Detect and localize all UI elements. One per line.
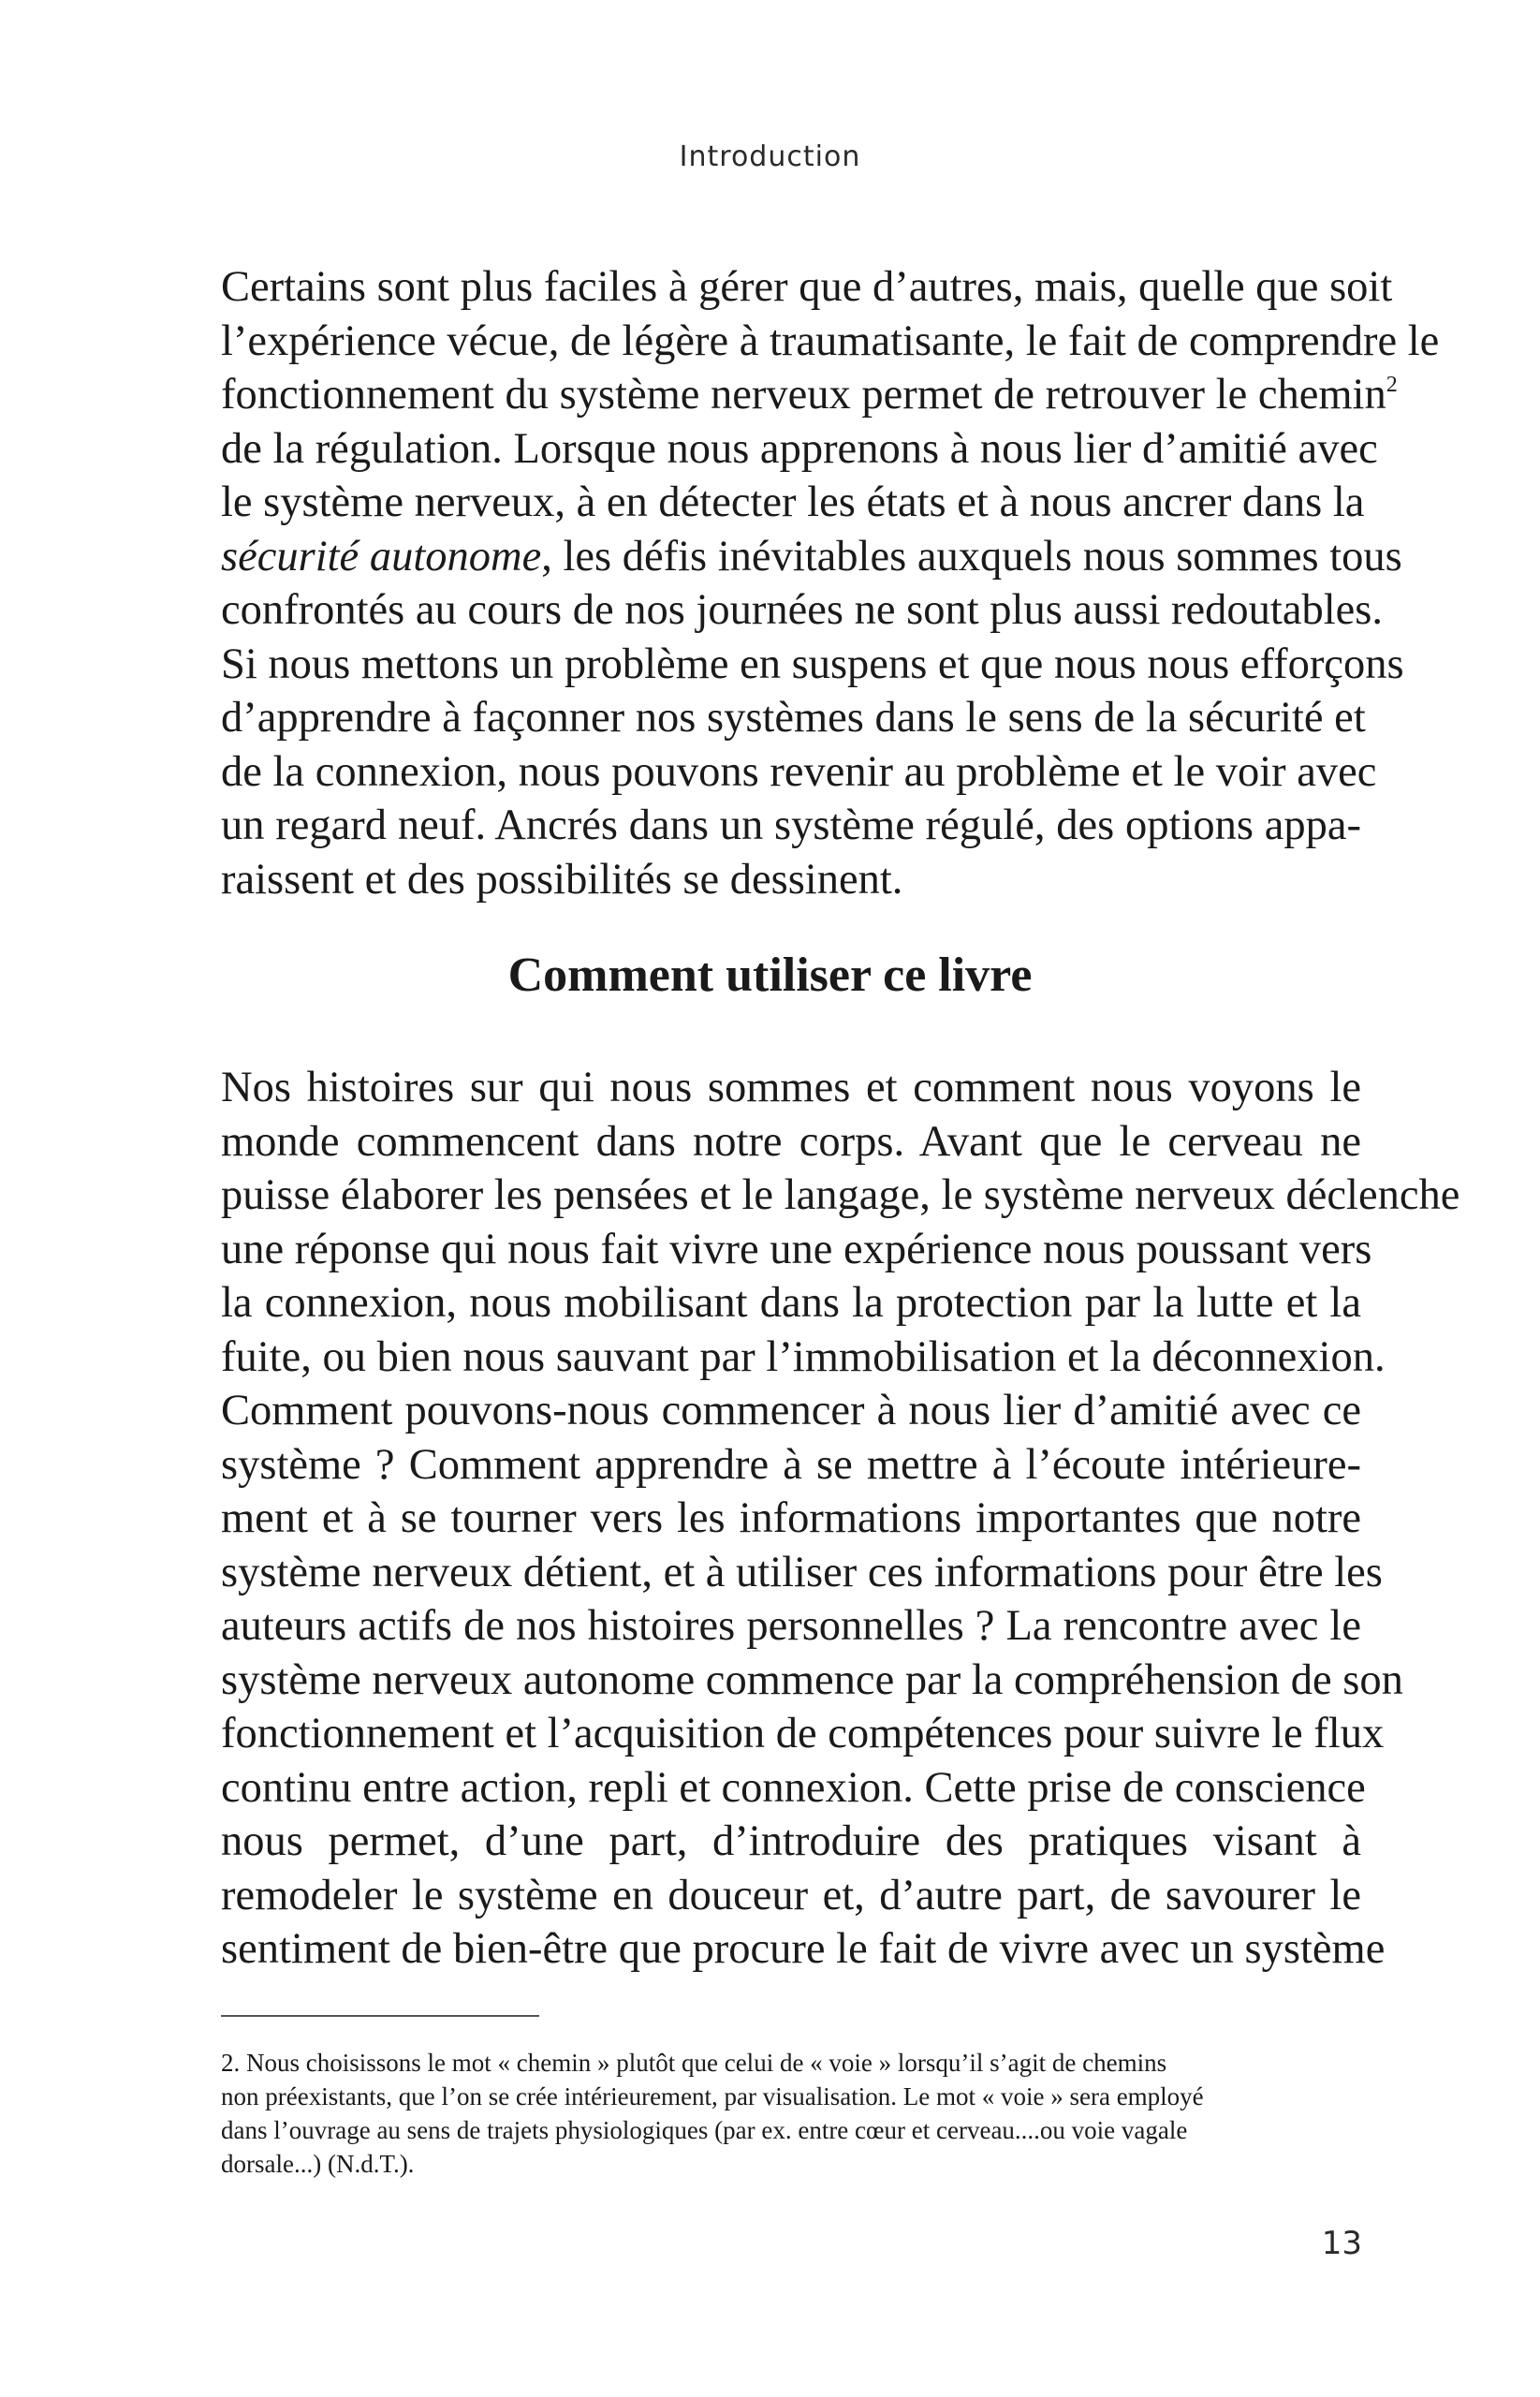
text-line: auteurs actifs de nos histoires personnelles ? La rencontre avec le [221,1602,1361,1650]
text-line: nous permet, d’une part, d’introduire des pratiques visant à [221,1817,1361,1865]
text-line: fuite, ou bien nous sauvant par l’immobilisation et la déconnexion. [221,1332,1386,1381]
text-line: fonctionnement et l’acquisition de compétences pour suivre le flux [221,1710,1385,1757]
text-line: Si nous mettons un problème en suspens et que nous nous efforçons [221,640,1404,688]
text-line: le système nerveux, à en détecter les états et à nous ancrer dans la [221,478,1365,526]
text-line: de la connexion, nous pouvons revenir au problème et le voir avec [221,747,1377,796]
text-line: Comment pouvons-nous commencer à nous lier d’amitié avec ce [221,1387,1361,1434]
text-line: d’apprendre à façonner nos systèmes dans le sens de la sécurité et [221,694,1366,742]
paragraph-1 [221,260,1440,906]
text-line: système nerveux détient, et à utiliser ces informations pour être les [221,1548,1383,1596]
text-line: de la régulation. Lorsque nous apprenons à nous lier d’amitié avec [221,424,1378,473]
text-line [221,368,1398,422]
footnote-line: dorsale...) (N.d.T.). [221,2150,415,2178]
footnote-divider [221,2015,539,2017]
text-line: Certains sont plus faciles à gérer que d’autres, mais, quelle que soit [221,263,1393,311]
text-line-content: , les défis inévitables auxquels nous sommes tous [541,532,1402,581]
text-line: l’expérience vécue, de légère à traumatisante, le fait de comprendre le [221,316,1440,365]
text-line: une réponse qui nous fait vivre une expérience nous poussant vers [221,1225,1372,1273]
footnote [221,2046,1361,2181]
text-line: puisse élaborer les pensées et le langage, le système nerveux déclenche [221,1171,1460,1219]
text-line: sentiment de bien-être que procure le fait de vivre avec un système [221,1925,1386,1973]
footnote-reference[interactable]: 2 [1386,373,1398,397]
text-line: raissent et des possibilités se dessinent. [221,855,903,904]
footnote-line: non préexistants, que l’on se crée intérieurement, par visualisation. Le mot « voie » sera employé [221,2082,1204,2110]
footnote-line: dans l’ouvrage au sens de trajets physiologiques (par ex. entre cœur et cerveau....ou voie vagale [221,2116,1188,2144]
text-line: Nos histoires sur qui nous sommes et comment nous voyons le [221,1064,1361,1111]
running-head: Introduction [679,140,861,173]
text-line: confrontés au cours de nos journées ne sont plus aussi redoutables. [221,586,1384,634]
text-line: monde commencent dans notre corps. Avant que le cerveau ne [221,1117,1361,1166]
text-line: remodeler le système en douceur et, d’autre part, de savourer le [221,1871,1361,1919]
page-number: 13 [1321,2225,1362,2262]
text-line: système nerveux autonome commence par la compréhension de son [221,1655,1403,1704]
text-line: un regard neuf. Ancrés dans un système régulé, des options appa- [221,801,1361,849]
text-line: ment et à se tourner vers les informations importantes que notre [221,1494,1361,1542]
footnote-line: 2. Nous choisissons le mot « chemin » plutôt que celui de « voie » lorsqu’il s’agit de chemins [221,2049,1167,2077]
italic-term: sécurité autonome [221,532,542,581]
text-line [221,530,1402,584]
text-line-content: fonctionnement du système nerveux permet de retrouver le chemin [221,371,1386,419]
text-line: continu entre action, repli et connexion. Cette prise de conscience [221,1763,1366,1812]
paragraph-2 [221,1061,1460,1977]
section-heading: Comment utiliser ce livre [507,949,1033,1002]
text-line: la connexion, nous mobilisant dans la protection par la lutte et la [221,1279,1361,1327]
text-line: système ? Comment apprendre à se mettre à l’écoute intérieure- [221,1440,1361,1489]
